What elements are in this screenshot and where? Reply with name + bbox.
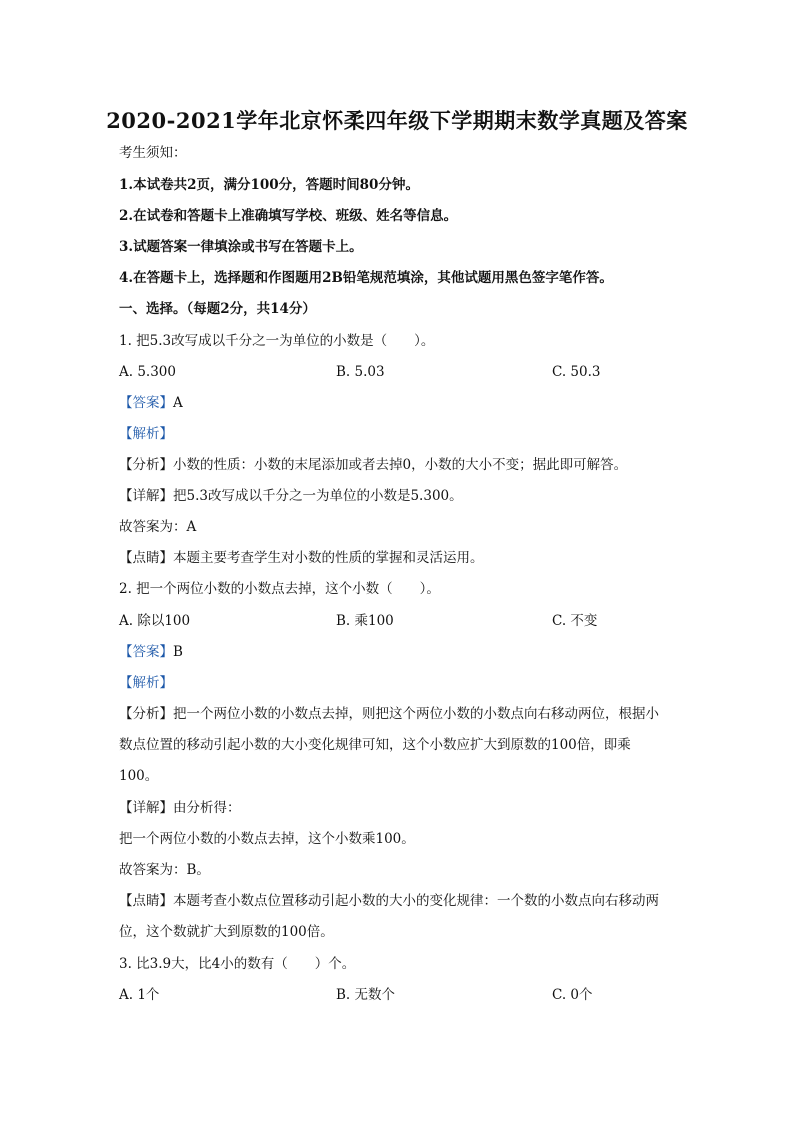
q1-option-a: A. 5.300	[119, 364, 176, 380]
notice-item-2: 2.在试卷和答题卡上准确填写学校、班级、姓名等信息。	[119, 208, 458, 224]
notice-item-1: 1.本试卷共2页，满分100分，答题时间80分钟。	[119, 177, 419, 193]
q1-xiangjie-line	[119, 486, 689, 506]
notice-heading: 考生须知：	[119, 145, 187, 161]
q2-stem: 2. 把一个两位小数的小数点去掉，这个小数（ ）。	[119, 581, 440, 597]
q3-stem: 3. 比3.9大，比4小的数有（ ）个。	[119, 956, 356, 972]
q3-option-a: A. 1个	[119, 987, 160, 1003]
q1-fenxi-line	[119, 455, 689, 475]
q1-dianjing: 本题主要考查学生对小数的性质的掌握和灵活运用。	[173, 550, 484, 566]
q3-option-c: C. 0个	[552, 987, 593, 1003]
notice-item-3: 3.试题答案一律填涂或书写在答题卡上。	[119, 239, 363, 255]
answer-tag: 【答案】	[119, 395, 173, 411]
q2-xiangjie-line	[119, 798, 689, 818]
xiangjie-tag: 【详解】	[119, 800, 173, 816]
q1-answer: A	[173, 395, 183, 411]
dianjing-tag: 【点睛】	[119, 550, 173, 566]
q1-conclusion: 故答案为：A	[119, 519, 197, 535]
q2-answer: B	[173, 644, 183, 660]
q1-option-b: B. 5.03	[336, 364, 385, 380]
q2-fenxi-line-3: 100。	[119, 768, 159, 784]
q2-dianjing-line-1	[119, 891, 689, 911]
q3-option-b: B. 无数个	[336, 987, 396, 1003]
q1-xiangjie: 把5.3改写成以千分之一为单位的小数是5.300。	[173, 488, 463, 504]
q2-analysis-tag: 【解析】	[119, 675, 173, 691]
fenxi-tag: 【分析】	[119, 706, 173, 722]
q2-answer-line	[119, 642, 689, 662]
q1-option-c: C. 50.3	[552, 364, 601, 380]
q2-xiangjie: 由分析得：	[173, 800, 241, 816]
q2-fenxi-line-1	[119, 704, 689, 724]
q2-dianjing-1: 本题考查小数点位置移动引起小数的大小的变化规律：一个数的小数点向右移动两	[173, 893, 659, 909]
page-title: 2020-2021学年北京怀柔四年级下学期期末数学真题及答案	[106, 108, 688, 133]
q2-option-c: C. 不变	[552, 613, 598, 629]
xiangjie-tag: 【详解】	[119, 488, 173, 504]
q1-dianjing-line	[119, 548, 689, 568]
fenxi-tag: 【分析】	[119, 457, 173, 473]
q2-conclusion: 故答案为：B。	[119, 862, 210, 878]
q1-analysis-tag: 【解析】	[119, 426, 173, 442]
q1-stem: 1. 把5.3改写成以千分之一为单位的小数是（ ）。	[119, 333, 435, 349]
notice-item-4: 4.在答题卡上，选择题和作图题用2B铅笔规范填涂，其他试题用黑色签字笔作答。	[119, 270, 613, 286]
section-heading: 一、选择。（每题2分，共14分）	[119, 301, 316, 317]
answer-tag: 【答案】	[119, 644, 173, 660]
q2-fenxi-1: 把一个两位小数的小数点去掉，则把这个两位小数的小数点向右移动两位，根据小	[173, 706, 659, 722]
dianjing-tag: 【点睛】	[119, 893, 173, 909]
q2-dianjing-line-2: 位，这个数就扩大到原数的100倍。	[119, 924, 334, 940]
q2-option-a: A. 除以100	[119, 613, 191, 629]
q2-fenxi-line-2: 数点位置的移动引起小数的大小变化规律可知，这个小数应扩大到原数的100倍，即乘	[119, 737, 631, 753]
q1-fenxi: 小数的性质：小数的末尾添加或者去掉0，小数的大小不变；据此即可解答。	[173, 457, 628, 473]
q2-option-b: B. 乘100	[336, 613, 394, 629]
q2-detail-line: 把一个两位小数的小数点去掉，这个小数乘100。	[119, 831, 415, 847]
q1-answer-line	[119, 393, 689, 413]
